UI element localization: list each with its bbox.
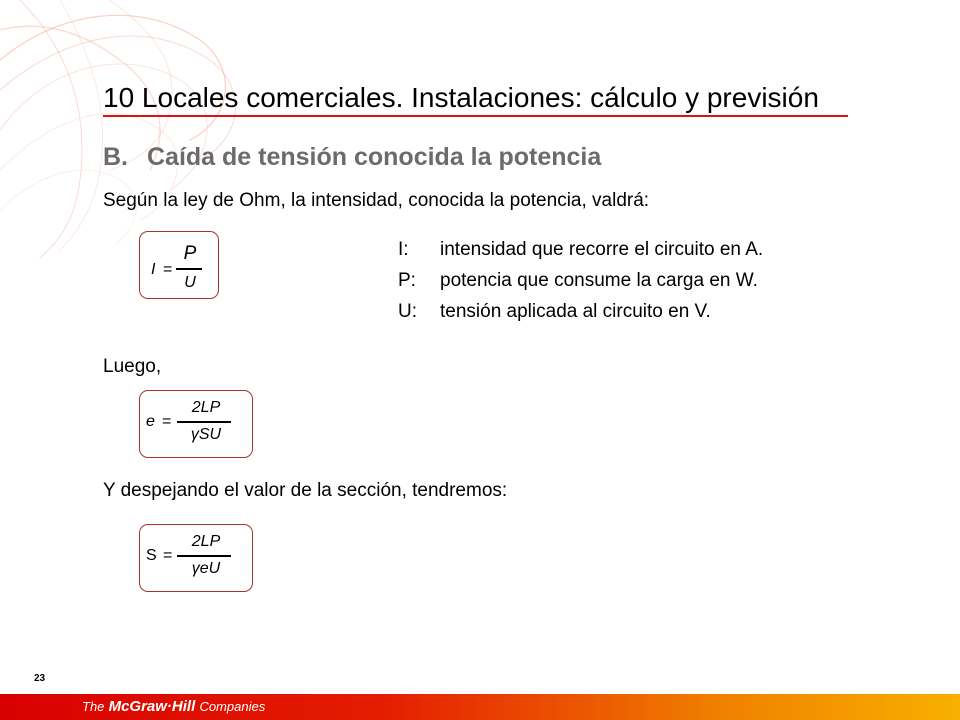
definition-row [398,296,763,327]
formula3-lhs: S [146,547,157,564]
title-underline [103,115,848,117]
formula-voltage-drop-box [139,390,253,458]
footer-bar [0,694,960,720]
formula3-equals: = [163,547,173,564]
formula1-equals: = [163,261,173,278]
definition-symbol: U: [398,300,417,322]
logo-brand: McGraw·Hill [108,698,196,715]
formula2-equals: = [162,413,172,430]
formula1-denominator: U [184,274,196,291]
formula1-fraction-bar [176,268,202,270]
slide-title: 10 Locales comerciales. Instalaciones: cálculo y previsión [103,82,819,113]
formula1-lhs: I [151,261,156,278]
formula3-fraction-bar [177,555,231,557]
formula-intensity-box [139,231,219,299]
formula3-numerator: 2LP [191,533,221,550]
intro-text: Según la ley de Ohm, la intensidad, conocida la potencia, valdrá: [103,190,650,211]
logo-companies: Companies [199,699,266,714]
formula-section-box [139,524,253,592]
definition-symbol: I: [398,238,409,260]
formula2-denominator: γSU [190,426,222,443]
formula2-fraction-bar [177,421,231,423]
definition-text: intensidad que recorre el circuito en A. [440,238,764,260]
section-heading [103,143,601,172]
formula3-denominator: γeU [191,560,221,577]
page-number: 23 [34,673,46,684]
variable-definitions [398,234,763,327]
luego-text: Luego, [103,356,162,377]
section-title: Caída de tensión conocida la potencia [147,143,602,171]
formula1-numerator: P [183,243,197,264]
section-letter: B. [103,143,128,171]
logo-the: The [82,699,105,714]
despejando-text: Y despejando el valor de la sección, tendremos: [103,480,508,501]
definition-row [398,234,763,265]
definition-text: tensión aplicada al circuito en V. [440,300,711,322]
definition-symbol: P: [398,269,416,291]
decorative-swirl [0,0,300,260]
formula2-lhs: e [146,413,155,430]
definition-row [398,265,763,296]
definition-text: potencia que consume la carga en W. [440,269,758,291]
formula2-numerator: 2LP [191,399,221,416]
publisher-logo [82,698,265,715]
